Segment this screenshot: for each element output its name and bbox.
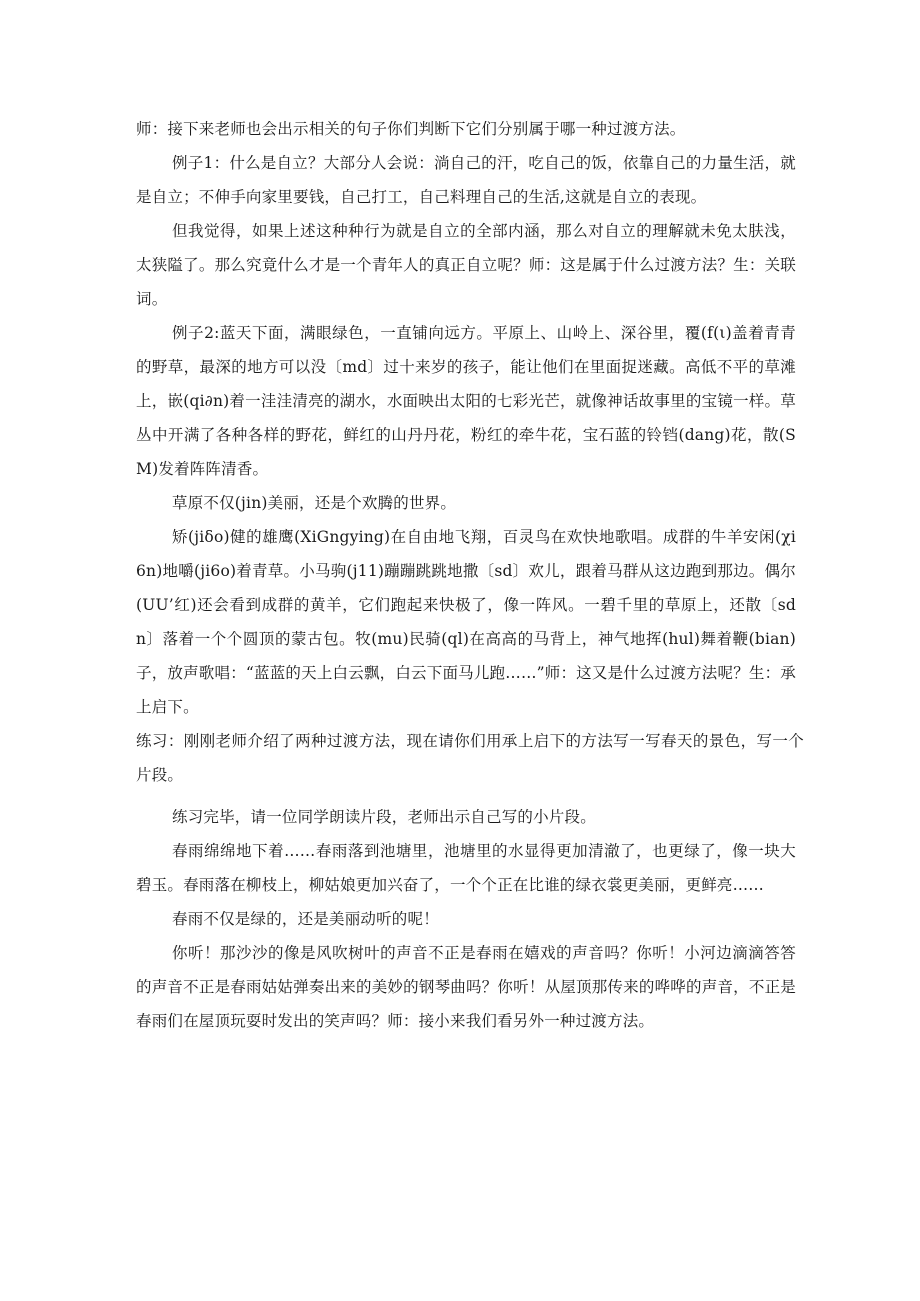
document-body [136,112,804,1038]
paragraph-gap [136,792,796,800]
paragraph-teacher-intro: 师：接下来老师也会出示相关的句子你们判断下它们分别属于哪一种过渡方法。 [136,120,686,138]
paragraph-grassland-lively: 矫(jiδo)健的雄鹰(XiGngying)在自由地飞翔，百灵鸟在欢快地歌唱。成群的牛羊安闲(χi6n)地嚼(ji6o)着青草。小马驹(j11)蹦蹦跳跳地撒〔sd〕欢儿，跟着马群从这边跑到那边。偶尔(UU’红)还会看到成群的黄羊，它们跑起来快极了，像一阵风。一碧千里的草原上，还散〔sdn〕落着一个个圆顶的蒙古包。牧(mu)民骑(ql)在高高的马背上，神气地挥(hul)舞着鞭(bian)子，放声歌唱：“蓝蓝的天上白云飘，白云下面马儿跑……”师：这又是什么过渡方法呢？生：承上启下。 [136,528,796,716]
paragraph-exercise: 练习：刚刚老师介绍了两种过渡方法，现在请你们用承上启下的方法写一写春天的景色，写一个片段。 [136,732,804,784]
paragraph-exercise-done: 练习完毕，请一位同学朗读片段，老师出示自己写的小片段。 [172,808,596,826]
paragraph-grassland-transition: 草原不仅(jin)美丽，还是个欢腾的世界。 [172,494,457,512]
paragraph-example-1: 例子1：什么是自立？大部分人会说：淌自己的汗，吃自己的饭，依靠自己的力量生活，就是自立；不伸手向家里要钱，自己打工，自己料理自己的生活,这就是自立的表现。 [136,154,796,206]
paragraph-example-2: 例子2:蓝天下面，满眼绿色，一直铺向远方。平原上、山岭上、深谷里，覆(f(ι)盖着青青的野草，最深的地方可以没〔md〕过十来岁的孩子，能让他们在里面捉迷藏。高低不平的草滩上，嵌(qi∂n)着一洼洼清亮的湖水，水面映出太阳的七彩光芒，就像神话故事里的宝镜一样。草丛中开满了各种各样的野花，鲜红的山丹丹花，粉红的牵牛花，宝石蓝的铃铛(dang)花，散(SM)发着阵阵清香。 [136,324,796,478]
paragraph-spring-rain-transition: 春雨不仅是绿的，还是美丽动听的呢！ [172,910,439,928]
paragraph-spring-rain-listen: 你听！那沙沙的像是风吹树叶的声音不正是春雨在嬉戏的声音吗？你听！小河边滴滴答答的声音不正是春雨姑姑弹奏出来的美妙的钢琴曲吗？你听！从屋顶那传来的哗哗的声音，不正是春雨们在屋顶玩耍时发出的笑声吗？师：接小来我们看另外一种过渡方法。 [136,944,796,1030]
paragraph-spring-rain: 春雨绵绵地下着……春雨落到池塘里，池塘里的水显得更加清澈了，也更绿了，像一块大碧玉。春雨落在柳枝上，柳姑娘更加兴奋了，一个个正在比谁的绿衣裳更美丽，更鲜亮…… [136,842,796,894]
paragraph-example-1-continued: 但我觉得，如果上述这种种行为就是自立的全部内涵，那么对自立的理解就未免太肤浅，太狭隘了。那么究竟什么才是一个青年人的真正自立呢？师：这是属于什么过渡方法？生：关联词。 [136,222,796,308]
